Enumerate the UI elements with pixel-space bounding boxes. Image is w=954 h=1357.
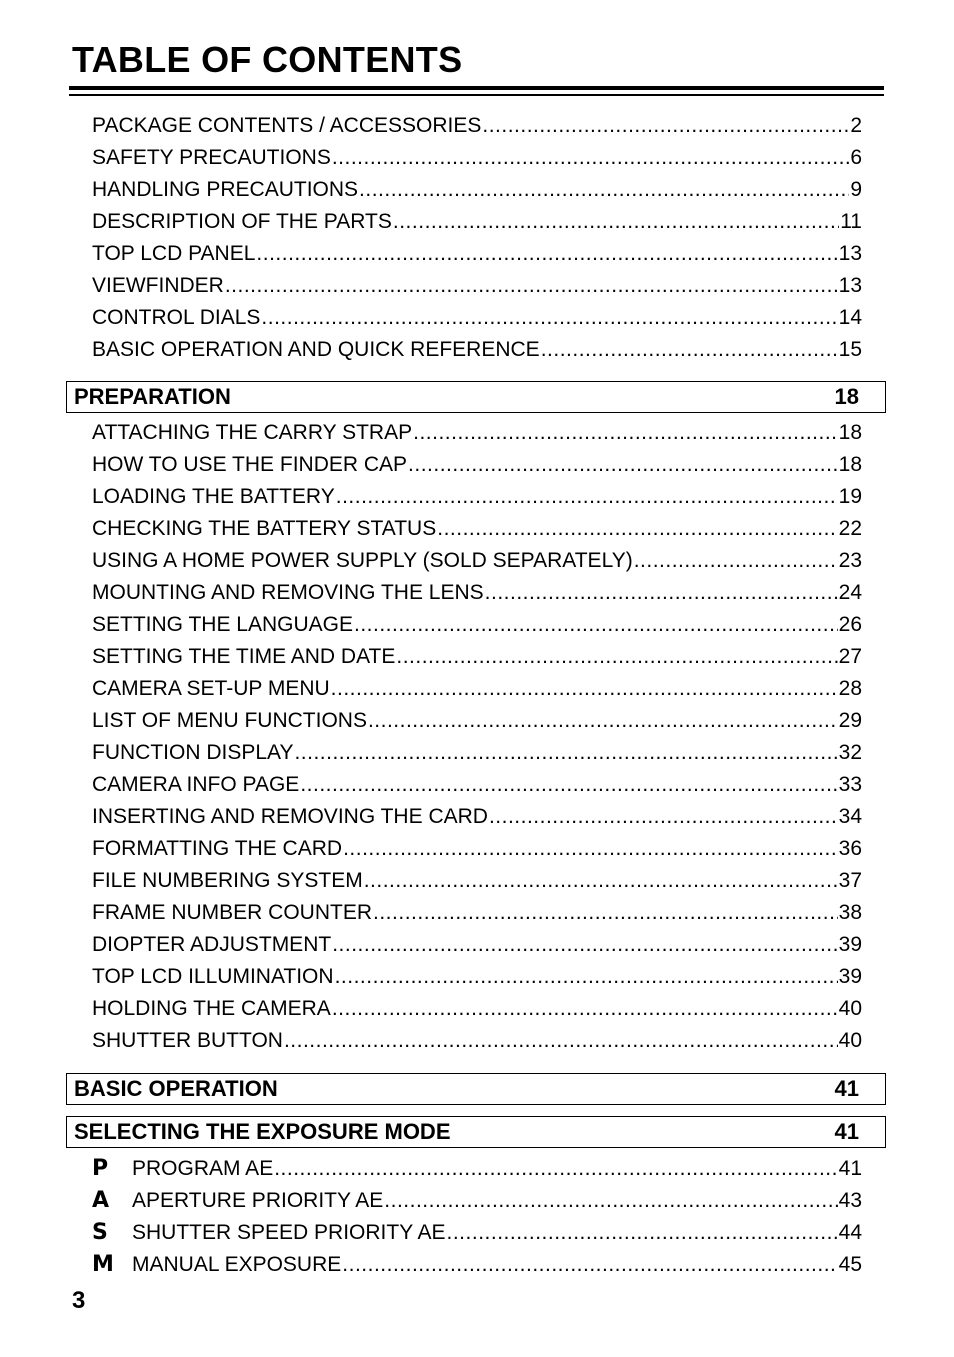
toc-entry-attaching-carry-strap[interactable] — [92, 420, 862, 446]
dot-leader — [634, 548, 838, 574]
entry-label: CHECKING THE BATTERY STATUS — [92, 517, 437, 540]
toc-entry-program-ae[interactable] — [92, 1156, 862, 1182]
toc-entry-shutter-speed-priority-ae[interactable] — [92, 1220, 862, 1246]
entry-label: DIOPTER ADJUSTMENT — [92, 933, 332, 956]
toc-entry-description-of-parts[interactable] — [92, 209, 862, 235]
section-heading-basic-operation[interactable] — [66, 1073, 886, 1105]
entry-page: 40 — [838, 1029, 862, 1052]
page-number: 3 — [72, 1287, 86, 1314]
dot-leader — [336, 484, 838, 510]
toc-entry-time-and-date[interactable] — [92, 644, 862, 670]
toc-entry-handling-precautions[interactable] — [92, 177, 862, 203]
entry-page: 18 — [838, 421, 862, 444]
page-title: TABLE OF CONTENTS — [72, 39, 463, 80]
mode-letter-p: P — [92, 1156, 109, 1181]
entry-label: SHUTTER BUTTON — [92, 1029, 283, 1052]
entry-label: FUNCTION DISPLAY — [92, 741, 294, 764]
toc-entry-finder-cap[interactable] — [92, 452, 862, 478]
toc-entry-camera-setup-menu[interactable] — [92, 676, 862, 702]
entry-label: BASIC OPERATION AND QUICK REFERENCE — [92, 338, 540, 361]
entry-page: 15 — [838, 338, 862, 361]
dot-leader — [294, 740, 837, 766]
title-rule-thin — [69, 94, 884, 96]
entry-page: 9 — [850, 178, 862, 201]
entry-page: 36 — [838, 837, 862, 860]
entry-page: 2 — [850, 114, 862, 137]
dot-leader — [331, 676, 838, 702]
dot-leader — [396, 644, 837, 670]
dot-leader — [485, 580, 838, 606]
dot-leader — [332, 996, 838, 1022]
toc-entry-setting-language[interactable] — [92, 612, 862, 638]
entry-page: 34 — [838, 805, 862, 828]
toc-entry-formatting-card[interactable] — [92, 836, 862, 862]
entry-label: SAFETY PRECAUTIONS — [92, 146, 331, 169]
toc-entry-function-display[interactable] — [92, 740, 862, 766]
entry-page: 19 — [838, 485, 862, 508]
dot-leader — [343, 836, 838, 862]
section-page: 41 — [834, 1076, 859, 1101]
toc-entry-frame-number-counter[interactable] — [92, 900, 862, 926]
entry-label: MANUAL EXPOSURE — [132, 1253, 342, 1276]
entry-label: PACKAGE CONTENTS / ACCESSORIES — [92, 114, 482, 137]
toc-entry-file-numbering[interactable] — [92, 868, 862, 894]
dot-leader — [256, 241, 837, 267]
dot-leader — [447, 1220, 838, 1246]
section-title: BASIC OPERATION — [74, 1076, 278, 1101]
entry-label: TOP LCD PANEL — [92, 242, 256, 265]
dot-leader — [489, 804, 838, 830]
toc-entry-safety-precautions[interactable] — [92, 145, 862, 171]
dot-leader — [368, 708, 838, 734]
entry-page: 44 — [838, 1221, 862, 1244]
entry-page: 40 — [838, 997, 862, 1020]
entry-page: 22 — [838, 517, 862, 540]
entry-label: HANDLING PRECAUTIONS — [92, 178, 359, 201]
dot-leader — [373, 900, 838, 926]
title-rule-thick — [69, 86, 884, 90]
entry-label: HOLDING THE CAMERA — [92, 997, 331, 1020]
entry-page: 39 — [838, 933, 862, 956]
entry-label: MOUNTING AND REMOVING THE LENS — [92, 581, 484, 604]
dot-leader — [437, 516, 837, 542]
entry-page: 27 — [838, 645, 862, 668]
toc-entry-shutter-button[interactable] — [92, 1028, 862, 1054]
entry-page: 29 — [838, 709, 862, 732]
entry-page: 45 — [838, 1253, 862, 1276]
entry-page: 14 — [838, 306, 862, 329]
entry-page: 38 — [838, 901, 862, 924]
dot-leader — [482, 113, 849, 139]
toc-entry-viewfinder[interactable] — [92, 273, 862, 299]
entry-page: 13 — [838, 242, 862, 265]
section-title: SELECTING THE EXPOSURE MODE — [74, 1119, 451, 1144]
dot-leader — [413, 420, 838, 446]
toc-entry-menu-functions[interactable] — [92, 708, 862, 734]
dot-leader — [541, 337, 838, 363]
entry-label: FILE NUMBERING SYSTEM — [92, 869, 363, 892]
dot-leader — [342, 1252, 837, 1278]
entry-page: 32 — [838, 741, 862, 764]
toc-entry-inserting-card[interactable] — [92, 804, 862, 830]
entry-label: VIEWFINDER — [92, 274, 224, 297]
mode-letter-s: S — [92, 1220, 108, 1245]
entry-page: 41 — [838, 1157, 862, 1180]
entry-label: HOW TO USE THE FINDER CAP — [92, 453, 408, 476]
entry-label: APERTURE PRIORITY AE — [132, 1189, 384, 1212]
entry-page: 37 — [838, 869, 862, 892]
entry-label: LOADING THE BATTERY — [92, 485, 335, 508]
entry-label: INSERTING AND REMOVING THE CARD — [92, 805, 488, 828]
entry-label: FRAME NUMBER COUNTER — [92, 901, 373, 924]
entry-label: PROGRAM AE — [132, 1157, 274, 1180]
toc-entry-camera-info-page[interactable] — [92, 772, 862, 798]
mode-letter-a: A — [92, 1188, 110, 1213]
toc-entry-holding-camera[interactable] — [92, 996, 862, 1022]
dot-leader — [354, 612, 838, 638]
toc-entry-home-power-supply[interactable] — [92, 548, 862, 574]
toc-entry-aperture-priority-ae[interactable] — [92, 1188, 862, 1214]
dot-leader — [332, 145, 849, 171]
entry-label: SETTING THE TIME AND DATE — [92, 645, 396, 668]
dot-leader — [261, 305, 837, 331]
toc-entry-loading-battery[interactable] — [92, 484, 862, 510]
entry-page: 24 — [838, 581, 862, 604]
entry-page: 13 — [838, 274, 862, 297]
entry-page: 26 — [838, 613, 862, 636]
dot-leader — [384, 1188, 837, 1214]
dot-leader — [225, 273, 838, 299]
section-heading-exposure-mode[interactable] — [66, 1116, 886, 1148]
entry-label: ATTACHING THE CARRY STRAP — [92, 421, 413, 444]
toc-entry-top-lcd-panel[interactable] — [92, 241, 862, 267]
toc-entry-battery-status[interactable] — [92, 516, 862, 542]
entry-label: USING A HOME POWER SUPPLY (SOLD SEPARATELY) — [92, 549, 633, 572]
entry-page: 28 — [838, 677, 862, 700]
dot-leader — [274, 1156, 837, 1182]
toc-entry-top-lcd-illumination[interactable] — [92, 964, 862, 990]
entry-page: 23 — [838, 549, 862, 572]
entry-label: DESCRIPTION OF THE PARTS — [92, 210, 392, 233]
dot-leader — [408, 452, 838, 478]
entry-page: 43 — [838, 1189, 862, 1212]
entry-page: 33 — [838, 773, 862, 796]
toc-entry-basic-operation-quick-reference[interactable] — [92, 337, 862, 363]
toc-entry-package-contents[interactable] — [92, 113, 862, 139]
entry-page: 18 — [838, 453, 862, 476]
entry-label: FORMATTING THE CARD — [92, 837, 343, 860]
section-page: 41 — [834, 1119, 859, 1144]
section-heading-preparation[interactable] — [66, 381, 886, 413]
entry-label: CAMERA INFO PAGE — [92, 773, 300, 796]
entry-label: CAMERA SET-UP MENU — [92, 677, 330, 700]
toc-entry-mounting-lens[interactable] — [92, 580, 862, 606]
section-page: 18 — [834, 384, 859, 409]
entry-page: 39 — [838, 965, 862, 988]
dot-leader — [335, 964, 838, 990]
dot-leader — [332, 932, 837, 958]
dot-leader — [393, 209, 839, 235]
entry-label: SHUTTER SPEED PRIORITY AE — [132, 1221, 446, 1244]
toc-entry-manual-exposure[interactable] — [92, 1252, 862, 1278]
toc-entry-control-dials[interactable] — [92, 305, 862, 331]
entry-label: TOP LCD ILLUMINATION — [92, 965, 334, 988]
dot-leader — [364, 868, 838, 894]
entry-label: CONTROL DIALS — [92, 306, 261, 329]
section-title: PREPARATION — [74, 384, 231, 409]
entry-page: 11 — [840, 210, 862, 233]
entry-label: LIST OF MENU FUNCTIONS — [92, 709, 367, 732]
dot-leader — [300, 772, 837, 798]
toc-entry-diopter-adjustment[interactable] — [92, 932, 862, 958]
dot-leader — [284, 1028, 838, 1054]
entry-label: SETTING THE LANGUAGE — [92, 613, 353, 636]
dot-leader — [359, 177, 849, 203]
mode-letter-m: M — [92, 1252, 114, 1277]
entry-page: 6 — [850, 146, 862, 169]
